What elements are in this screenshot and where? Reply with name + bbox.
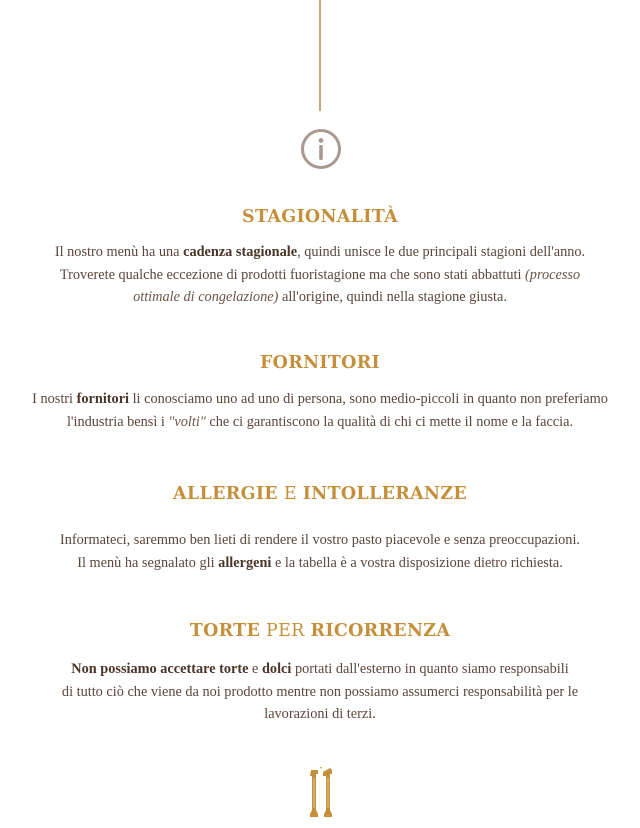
- info-circle-icon: [300, 128, 342, 170]
- torte-text: Non possiamo accettare torte e dolci portati dall'esterno in quanto siamo responsabili di tutto ciò che viene da noi prodotto mentre non possiamo assumerci responsabilità per le lavorazioni di terzi.: [61, 661, 579, 722]
- top-divider-line: [319, 0, 321, 111]
- section-fornitori: [0, 353, 640, 433]
- torte-title: TORTE PER RICORRENZA: [189, 621, 451, 641]
- fornitori-text: I nostri fornitori li conosciamo uno ad uno di persona, sono medio-piccoli in quanto non preferiamo l'industria bensì i "volti" che ci garantiscono la qualità di chi ci mette il nome e la faccia.: [32, 391, 608, 430]
- fornitori-title: FORNITORI: [259, 353, 381, 373]
- allergie-text: Informateci, saremmo ben lieti di rendere il vostro pasto piacevole e senza preoccupazioni. Il menù ha segnalato gli allergeni e la tabella è a vostra disposizione dietro richiesta.: [59, 532, 581, 571]
- section-stagionalita: [0, 207, 640, 309]
- stagionalita-text: Il nostro menù ha una cadenza stagionale, quindi unisce le due principali stagioni dell'anno. Troverete qualche eccezione di prodotti fuoristagione ma che sono stati abbattuti (processo ottimale di congelazione) all'origine, quindi nella stagione giusta.: [54, 244, 586, 305]
- stagionalita-title: STAGIONALITÀ: [242, 207, 398, 227]
- brand-logo-icon: [307, 766, 335, 820]
- section-torte: [0, 621, 640, 726]
- allergie-title: ALLERGIE E INTOLLERANZE: [173, 484, 467, 504]
- section-allergie: [0, 484, 640, 574]
